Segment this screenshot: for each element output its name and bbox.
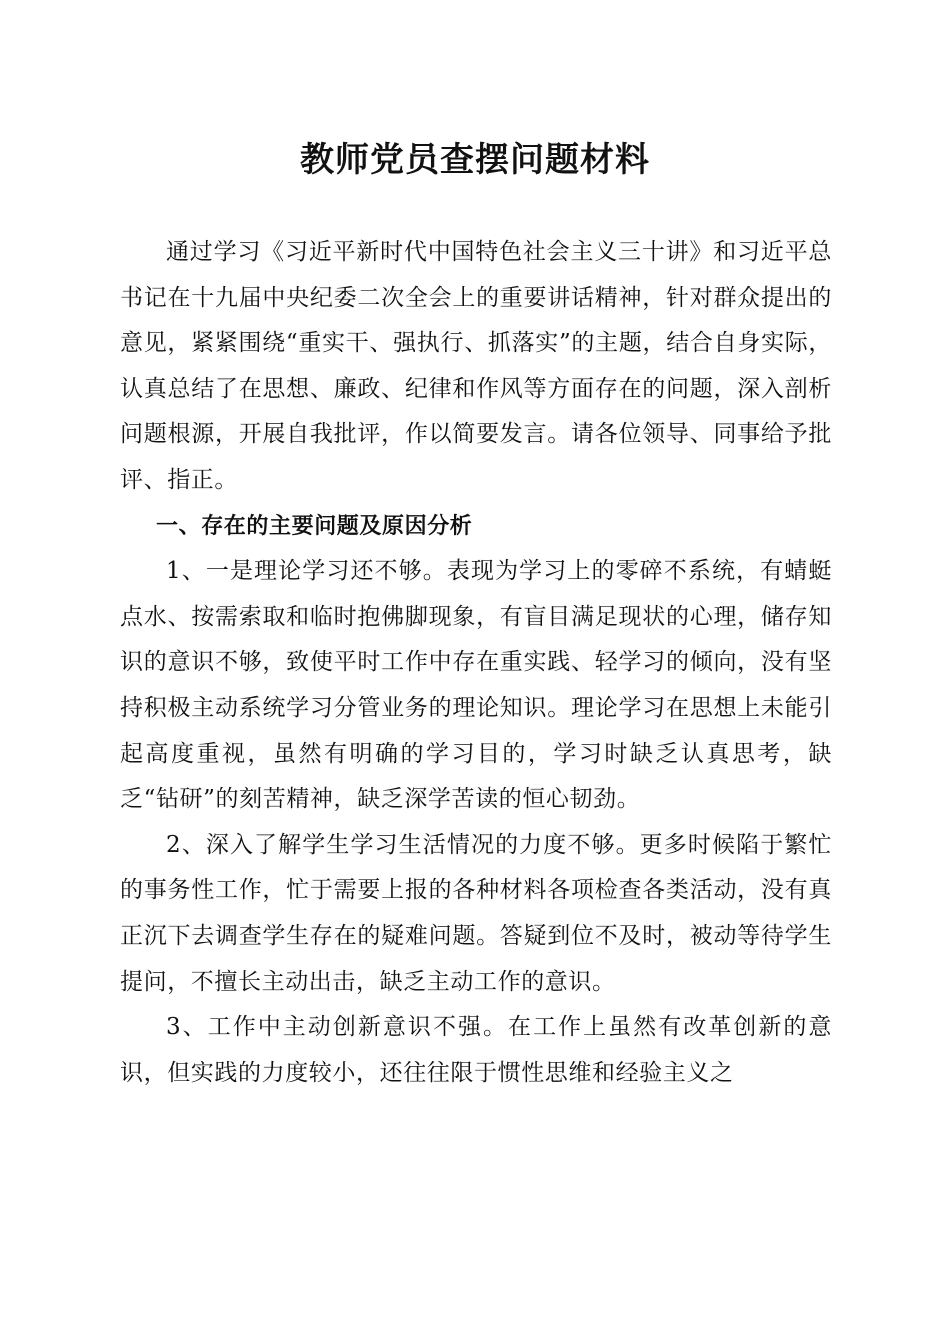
document-title: 教师党员查摆问题材料 bbox=[300, 140, 650, 180]
intro-paragraph: 通过学习《习近平新时代中国特色社会主义三十讲》和习近平总书记在十九届中央纪委二次全会上的重要讲话精神，针对群众提出的意见，紧紧围绕“重实干、强执行、抓落实”的主题，结合自身实际，认真总结了在思想、廉政、纪律和作风等方面存在的问题，深入剖析问题根源，开展自我批评，作以简要发言。请各位领导、同事给予批评、指正。 bbox=[120, 239, 832, 493]
item-paragraph-3: 3、工作中主动创新意识不强。在工作上虽然有改革创新的意识，但实践的力度较小，还往往限于惯性思维和经验主义之 bbox=[120, 1014, 832, 1086]
item-paragraph-2: 2、深入了解学生学习生活情况的力度不够。更多时候陷于繁忙的事务性工作，忙于需要上报的各种材料各项检查各类活动，没有真正沉下去调查学生存在的疑难问题。答疑到位不及时，被动等待学生提问，不擅长主动出击，缺乏主动工作的意识。 bbox=[120, 831, 832, 995]
document-body bbox=[120, 230, 832, 1096]
section-heading: 一、存在的主要问题及原因分析 bbox=[156, 513, 473, 539]
item-paragraph-1: 1、一是理论学习还不够。表现为学习上的零碎不系统，有蜻蜓点水、按需索取和临时抱佛脚现象，有盲目满足现状的心理，储存知识的意识不够，致使平时工作中存在重实践、轻学习的倾向，没有坚持积极主动系统学习分管业务的理论知识。理论学习在思想上未能引起高度重视，虽然有明确的学习目的，学习时缺乏认真思考，缺乏“钻研”的刻苦精神，缺乏深学苦读的恒心韧劲。 bbox=[120, 558, 832, 813]
